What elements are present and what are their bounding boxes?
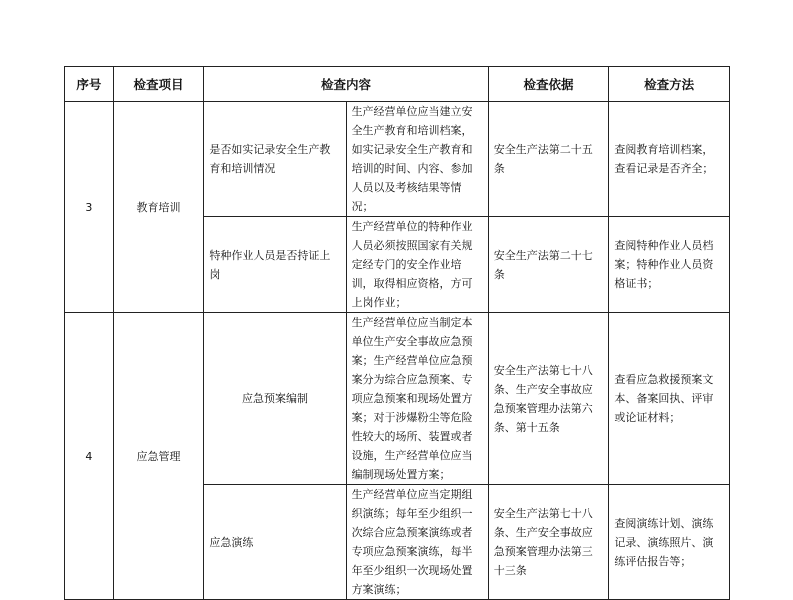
check-content: 生产经营单位应当建立安全生产教育和培训档案，如实记录安全生产教育和培训的时间、内容、参加人员以及考核结果等情况； xyxy=(346,102,488,217)
group-index: 4 xyxy=(65,313,114,600)
header-item: 检查项目 xyxy=(113,67,204,102)
sub-item: 是否如实记录安全生产教育和培训情况 xyxy=(204,102,346,217)
header-basis: 检查依据 xyxy=(488,67,609,102)
inspection-table xyxy=(64,66,730,600)
group-index: 3 xyxy=(65,102,114,313)
group-item: 教育培训 xyxy=(113,102,204,313)
check-basis: 安全生产法第二十七条 xyxy=(488,217,609,313)
group-item: 应急管理 xyxy=(113,313,204,600)
check-basis: 安全生产法第七十八条、生产安全事故应急预案管理办法第三十三条 xyxy=(488,485,609,600)
check-method: 查看应急救援预案文本、备案回执、评审或论证材料； xyxy=(609,313,730,485)
check-method: 查阅演练计划、演练记录、演练照片、演练评估报告等； xyxy=(609,485,730,600)
header-method: 检查方法 xyxy=(609,67,730,102)
check-method: 查阅教育培训档案，查看记录是否齐全； xyxy=(609,102,730,217)
check-basis: 安全生产法第七十八条、生产安全事故应急预案管理办法第六条、第十五条 xyxy=(488,313,609,485)
table-row xyxy=(65,102,730,217)
table-row xyxy=(65,313,730,485)
sub-item: 特种作业人员是否持证上岗 xyxy=(204,217,346,313)
check-basis: 安全生产法第二十五条 xyxy=(488,102,609,217)
sub-item: 应急演练 xyxy=(204,485,346,600)
header-content: 检查内容 xyxy=(204,67,488,102)
check-content: 生产经营单位的特种作业人员必须按照国家有关规定经专门的安全作业培训，取得相应资格，方可上岗作业； xyxy=(346,217,488,313)
sub-item: 应急预案编制 xyxy=(204,313,346,485)
header-index: 序号 xyxy=(65,67,114,102)
check-method: 查阅特种作业人员档案；特种作业人员资格证书； xyxy=(609,217,730,313)
header-row xyxy=(65,67,730,102)
check-content: 生产经营单位应当定期组织演练；每年至少组织一次综合应急预案演练或者专项应急预案演练，每半年至少组织一次现场处置方案演练； xyxy=(346,485,488,600)
check-content: 生产经营单位应当制定本单位生产安全事故应急预案；生产经营单位应急预案分为综合应急预案、专项应急预案和现场处置方案；对于涉爆粉尘等危险性较大的场所、装置或者设施，生产经营单位应当编制现场处置方案； xyxy=(346,313,488,485)
